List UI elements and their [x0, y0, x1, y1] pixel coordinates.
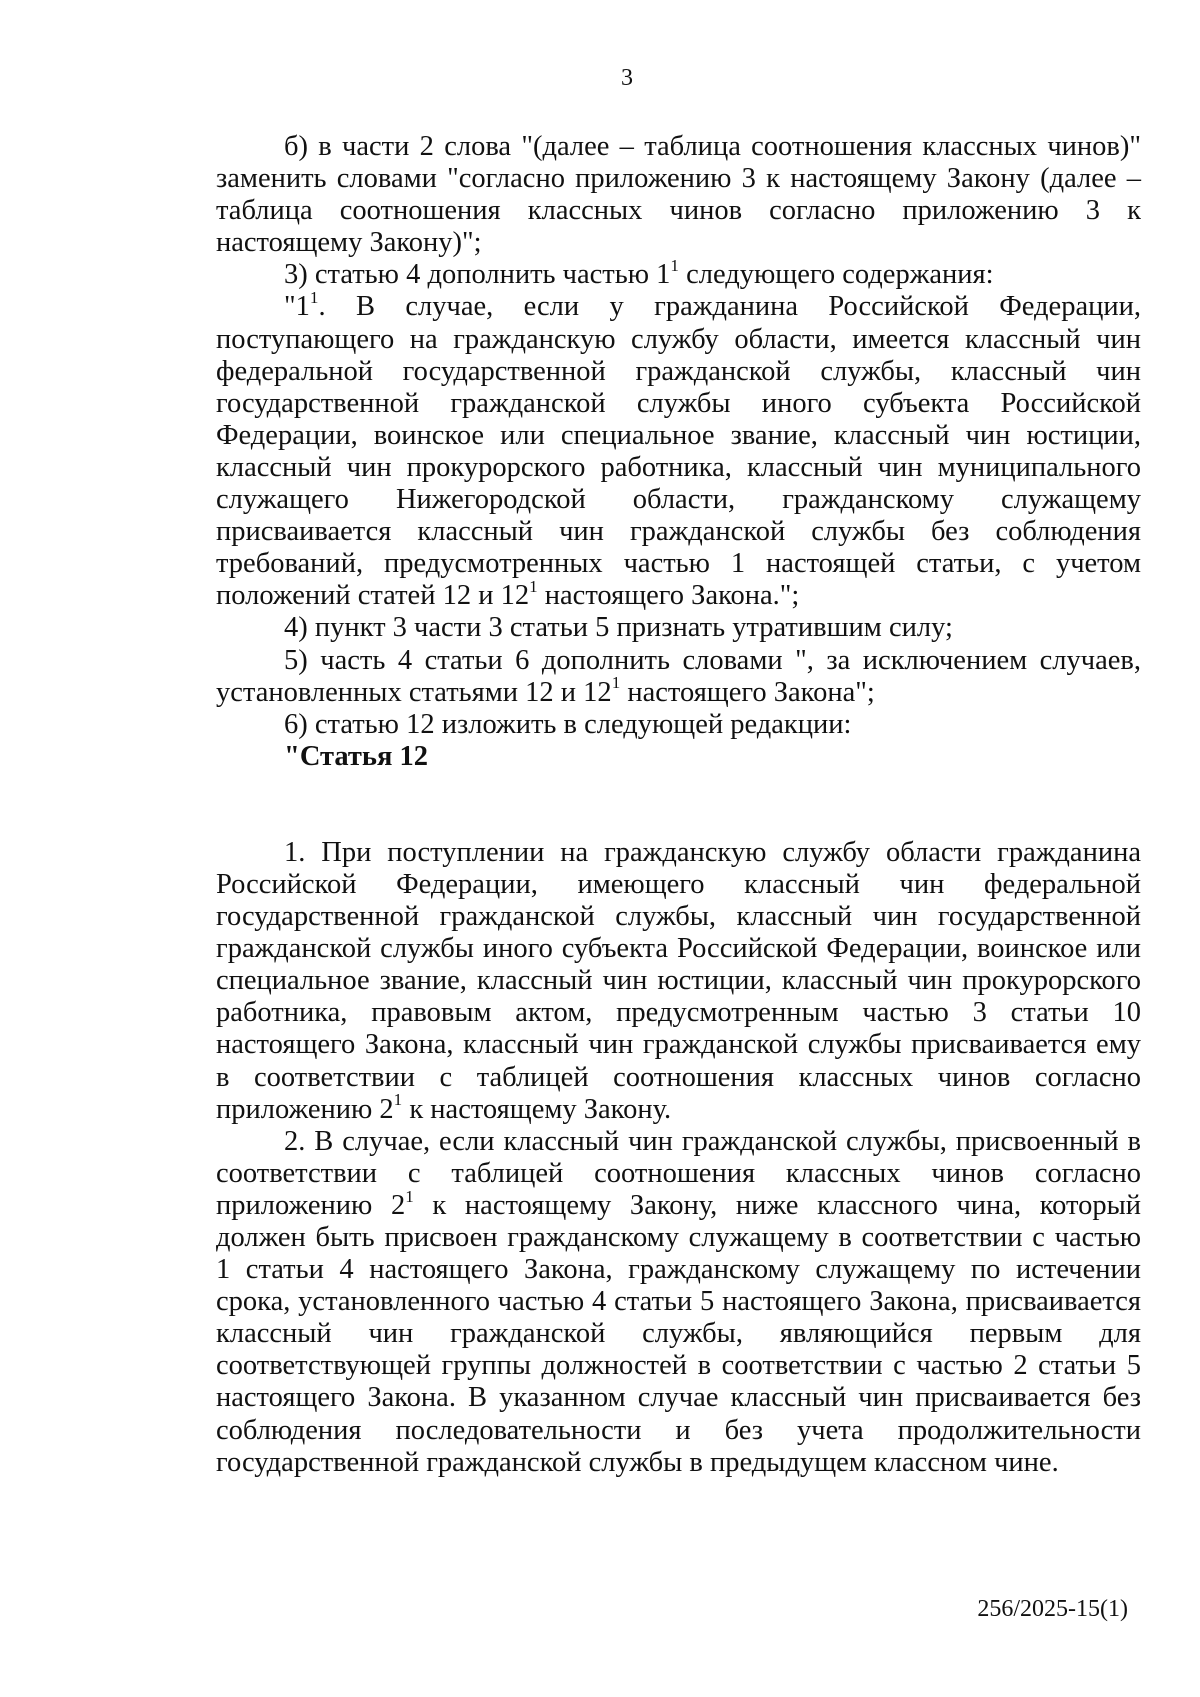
paragraph-1-1-quote	[216, 288, 1141, 612]
article-part-1	[216, 837, 1141, 1126]
paragraph-b: б) в части 2 слова "(далее – таблица соотношения классных чинов)" заменить словами "согласно приложению 3 к настоящему Закону (далее – таблица соотношения классных чинов согласно приложению 3 к настоящему Закону)";	[216, 131, 1141, 259]
spacer	[216, 773, 1141, 837]
article-heading: "Статья 12	[284, 740, 429, 772]
superscript: 1	[405, 1186, 414, 1206]
superscript: 1	[670, 256, 679, 276]
page-number: 3	[621, 65, 633, 91]
superscript: 1	[393, 1090, 403, 1110]
paragraph-5-text: 5) часть 4 статьи 6 дополнить словами ", за исключением случаев, установленных статьями 12 и 12	[216, 644, 1141, 708]
superscript: 1	[309, 288, 319, 308]
part-2-text: 2. В случае, если классный чин гражданской службы, присвоенный в соответствии с таблицей соотношения классных чинов согласно приложению 2	[216, 1125, 1141, 1221]
superscript: 1	[611, 673, 621, 693]
article-part-2	[216, 1126, 1141, 1479]
quote-start: "1	[284, 291, 310, 323]
paragraph-3-text: 3) статью 4 дополнить частью 1	[284, 259, 671, 291]
document-code: 256/2025-15(1)	[977, 1596, 1128, 1622]
paragraph-5-text-end: настоящего Закона";	[620, 676, 875, 708]
part-1-text: 1. При поступлении на гражданскую службу области гражданина Российской Федерации, имеющего классный чин федеральной государственной гражданской службы, классный чин государственной гражданской службы иного субъекта Российской Федерации, воинское или специальное звание, классный чин юстиции, классный чин прокурорского работника, правовым актом, предусмотренным частью 3 статьи 10 настоящего Закона, классный чин гражданской службы присваивается ему в соответствии с таблицей соотношения классных чинов согласно приложению 2	[216, 836, 1141, 1125]
paragraph-3	[216, 256, 1141, 291]
document-body	[216, 131, 1141, 1479]
superscript: 1	[529, 577, 538, 597]
paragraph-3-text-end: следующего содержания:	[678, 259, 994, 291]
paragraph-6: 6) статью 12 изложить в следующей редакции:	[284, 708, 852, 740]
paragraph-5	[216, 645, 1141, 709]
quote-end: настоящего Закона.";	[537, 580, 800, 612]
quote-text: . В случае, если у гражданина Российской Федерации, поступающего на гражданскую службу области, имеется классный чин федеральной государственной гражданской службы, классный чин государственной гражданской службы иного субъекта Российской Федерации, воинское или специальное звание, классный чин юстиции, классный чин прокурорского работника, классный чин муниципального служащего Нижегородской области, гражданскому служащему присваивается классный чин гражданской службы без соблюдения требований, предусмотренных частью 1 настоящей статьи, с учетом положений статей 12 и 12	[216, 291, 1141, 612]
part-1-text-end: к настоящему Закону.	[402, 1093, 672, 1125]
paragraph-4: 4) пункт 3 части 3 статьи 5 признать утратившим силу;	[284, 612, 953, 644]
part-2-text-end: к настоящему Закону, ниже классного чина, который должен быть присвоен гражданскому служащему в соответствии с частью 1 статьи 4 настоящего Закона, гражданскому служащему по истечении срока, установленного частью 4 статьи 5 настоящего Закона, присваивается классный чин гражданской службы, являющийся первым для соответствующей группы должностей в соответствии с частью 2 статьи 5 настоящего Закона. В указанном случае классный чин присваивается без соблюдения последовательности и без учета продолжительности государственной гражданской службы в предыдущем классном чине.	[216, 1189, 1142, 1478]
